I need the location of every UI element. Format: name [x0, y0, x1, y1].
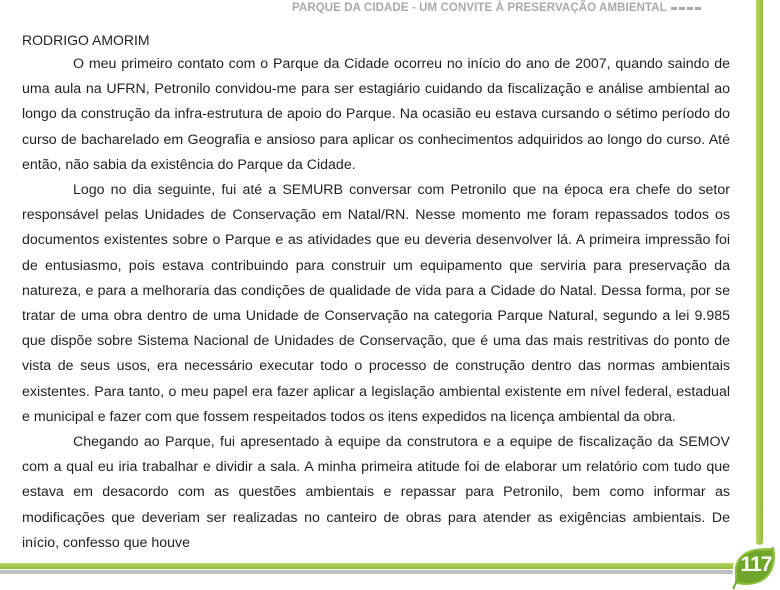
- page-number: 117: [740, 553, 772, 576]
- right-border-bar: [756, 0, 763, 545]
- bottom-shadow-bar: [0, 570, 736, 574]
- running-header: PARQUE DA CIDADE - UM CONVITE À PRESERVAÇÃO AMBIENTAL: [292, 2, 667, 14]
- bottom-border-bar: [0, 563, 738, 569]
- header-dashes-decoration: [671, 7, 701, 10]
- paragraph-2: Logo no dia seguinte, fui até a SEMURB conversar com Petronilo que na época era chefe do setor responsável pelas Unidades de Conservação em Natal/RN. Nesse momento me foram repassados todos os documentos existentes sobre o Parque e as atividades que eu deveria desenvolver lá. A primeira impressão foi de entusiasmo, pois estava contribuindo para construir um equipamento que serviria para preservação da natureza, e para a melhoraria das condições de qualidade de vida para a Cidade do Natal. Dessa forma, por se tratar de uma obra dentro de uma Unidade de Conservação na categoria Parque Natural, segundo a lei 9.985 que dispõe sobre Sistema Nacional de Unidades de Conservação, que é uma das mais restritivas do ponto de vista de seus usos, era necessário executar todo o processo de construção dentro das normas ambientais existentes. Para tanto, o meu papel era fazer aplicar a legislação ambiental existente em nível federal, estadual e municipal e fazer com que fossem respeitados todos os itens expedidos na licença ambiental da obra.: [22, 182, 730, 425]
- article-body: [22, 52, 730, 556]
- paragraph-1: O meu primeiro contato com o Parque da Cidade ocorreu no início do ano de 2007, quando saindo de uma aula na UFRN, Petronilo convidou-me para ser estagiário cuidando da fiscalização e análise ambiental ao longo da construção da infra-estrutura de apoio do Parque. Na ocasião eu estava cursando o sétimo período do curso de bacharelado em Geografia e ansioso para aplicar os conhecimentos adquiridos ao longo do curso. Até então, não sabia da existência do Parque da Cidade.: [22, 56, 730, 173]
- author-name: RODRIGO AMORIM: [22, 32, 150, 48]
- paragraph-3: Chegando ao Parque, fui apresentado à equipe da construtora e a equipe de fiscalização da SEMOV com a qual eu iria trabalhar e dividir a sala. A minha primeira atitude foi de elaborar um relatório com tudo que estava em desacordo com as questões ambientais e repassar para Petronilo, bem como informar as modificações que deveriam ser realizadas no canteiro de obras para atender as exigências ambientais. De início, confesso que houve: [22, 434, 730, 551]
